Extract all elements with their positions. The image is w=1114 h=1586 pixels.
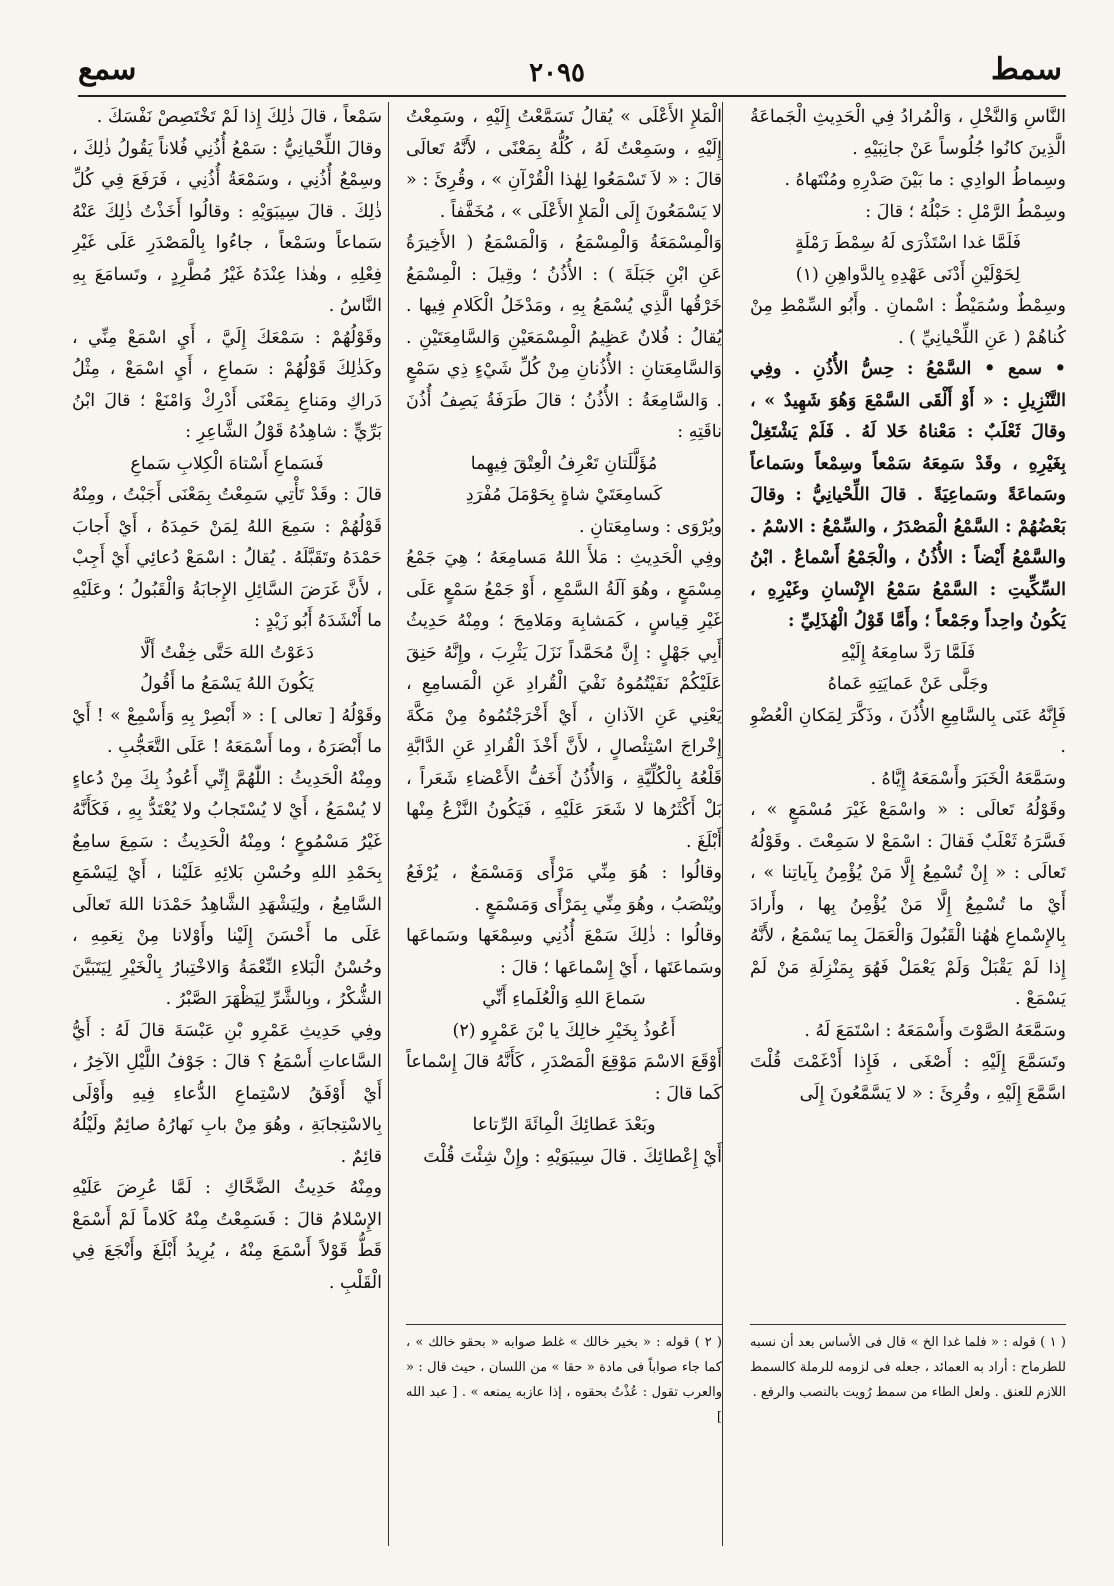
verse-line: فَلَمَّا غدا اسْتَذْرَى لَهُ سِمْطَ رَمْلَةٍ xyxy=(795,233,1021,253)
paragraph: وسِمْطُ الرَّمْلِ : حَبْلُهُ ؛ قالَ : xyxy=(865,201,1066,222)
paragraph: أَوْقَعَ الاسْمَ مَوْقِعَ الْمَصْدَرِ ، كَأَنَّهُ قالَ إِسْماعاً كَما قالَ : xyxy=(406,1052,722,1104)
paragraph: ومِنْهُ الْحَدِيثُ : اللّٰهُمَّ إِنِّي أَعُوذُ بِكَ مِنْ دُعاءٍ لا يُسْمَعُ ، أَيْ لا يُسْتَجابُ ولا يُعْتَدُّ بِهِ ، فَكَأَنَّهُ غَيْرُ مَسْمُوعٍ ؛ ومِنْهُ الْحَدِيثُ : سَمِعَ سامِعٌ بِحَمْدِ اللهِ وحُسْنِ بَلائِهِ عَلَيْنا ، أَيْ لِيَسْمَعِ السَّامِعُ ، ولِيَشْهَدِ الشَّاهِدُ حَمْدَنا اللهَ تَعالَى عَلَى ما أَحْسَنَ إِلَيْنا وأَوْلانا مِنْ نِعَمِهِ ، وحُسْنُ الْبَلاءِ النِّعْمَةُ وَالاخْتِبارُ بِالْخَيْرِ لِيَتَبَيَّنَ الشُّكْرُ ، وبِالشَّرِّ لِيَظْهَرَ الصَّبْرُ . xyxy=(72,768,382,1009)
verse-line: سَماعَ اللهِ وَالْعُلَماءِ أَنِّي xyxy=(482,989,646,1009)
verse-line: فَسَماعِ أَسْتاهَ الْكِلابِ سَماعِ xyxy=(130,453,324,474)
paragraph: وسَمَّعَهُ الْخَبَرَ وأَسْمَعَهُ إِيَّاهُ . xyxy=(870,768,1066,789)
footnote-rule xyxy=(750,1324,1066,1325)
paragraph: وَالْمِسْمَعَةُ وَالْمِسْمَعُ ، وَالْمَسْمَعُ ( الأَخِيرَةُ عَنِ ابْنِ جَبَلَةَ ) : الأُذُنُ ؛ وقِيلَ : الْمِسْمَعُ خَرْقُها الَّذِي يُسْمَعُ بِهِ ، ومَدْخَلُ الْكَلامِ فِيها . يُقالُ : فُلانٌ عَظِيمُ الْمِسْمَعَيْنِ وَالسَّامِعَتَيْنِ . وَالسَّامِعَتانِ : الأُذُنانِ مِنْ كُلِّ شَيْءٍ ذِي سَمْعٍ . وَالسَّامِعَةُ : الأُذُنُ ؛ قالَ طَرَفَةُ يَصِفُ أُذُنَ ناقَتِهِ : xyxy=(406,233,722,442)
paragraph: وقَوْلُهُ [ تعالى ] : « أَبْصِرْ بِهِ وَأَسْمِعْ » ! أَيْ ما أَبْصَرَهُ ، وما أَسْمَعَهُ ! عَلَى التَّعَجُّبِ . xyxy=(72,705,382,757)
verse-line: وجَلَّى عَنْ عَمايَتِهِ عَماهُ xyxy=(827,674,989,694)
column-separator xyxy=(388,102,389,1546)
verse-line: وبَعْدَ عَطائِكَ الْمِائَةَ الرِّتاعا xyxy=(472,1115,656,1135)
verse-line: كَسامِعَتَيْ شاةٍ بِحَوْمَلَ مُفْرَدِ xyxy=(465,485,663,505)
footnote-2: ( ٢ ) قوله : « بخير خالك » غلط صوابه « بحقو خالك » ، كما جاء صواباً فى مادة « حقا » من اللسان ، حيث قال : « والعرب تقول : عُذْتُ بحقوه ، إذا عازبه يمنعه » . [ عبد الله ] xyxy=(406,1335,722,1425)
paragraph: وسِمْطٌ وسُمَيْطٌ : اسْمانِ . وأَبُو السِّمْطِ مِنْ كُناهُمْ ( عَنِ اللِّحْيانِيِّ ) . xyxy=(750,296,1066,348)
verse-line: فَلَمَّا رَدَّ سامِعَهُ إِلَيْهِ xyxy=(840,642,976,663)
paragraph: ويُرْوَى : وسامِعَتانِ . xyxy=(579,516,722,537)
header-left-word: سمع xyxy=(78,52,137,87)
paragraph: فَإِنَّهُ عَنَى بِالسَّامِعِ الأُذُنَ ، وذَكَّرَ لِمَكانِ الْعُضْوِ . xyxy=(750,705,1066,757)
entry-paragraph: • سمع • السَّمْعُ : حِسُّ الأُذُنِ . وفِي التَّنْزِيلِ : « أَوْ أَلْقَى السَّمْعَ وَهُوَ شَهِيدٌ » ، وقالَ ثَعْلَبٌ : مَعْناهُ خَلا لَهُ . فَلَمْ يَشْتَغِلْ بِغَيْرِهِ ، وقَدْ سَمِعَهُ سَمْعاً وسِمْعاً وسَماعاً وسَماعَةً وسَماعِيَةً . قالَ اللِّحْيانِيُّ : وقالَ بَعْضُهُمْ : السَّمْعُ الْمَصْدَرُ ، والسِّمْعُ : الاسْمُ . والسَّمْعُ أَيْضاً : الأُذُنُ ، والْجَمْعُ أَسْماعٌ . ابْنُ السِّكِّيتِ : السَّمْعُ سَمْعُ الإِنْسانِ وغَيْرِهِ ، يَكُونُ واحِداً وجَمْعاً ؛ وأَمَّا قَوْلُ الْهُذَلِيِّ : xyxy=(750,359,1066,631)
verse-line: لِحَوْلَيْنِ أَدْنَى عَهْدِهِ بِالدَّواهِنِ (١) xyxy=(795,264,1021,285)
paragraph: وقالَ اللِّحْيانِيُّ : سَمْعُ أُذُنِي فُلاناً يَقُولُ ذٰلِكَ ، وسِمْعُ أُذُنِي ، وسَمْعَةُ أُذُنِي ، فَرَفَعَ فِي كُلِّ ذٰلِكَ . قالَ سِيبَوَيْهِ : وقالُوا أَخَذْتُ ذٰلِكَ عَنْهُ سَماعاً وسَمْعاً ، جاءُوا بِالْمَصْدَرِ عَلَى غَيْرِ فِعْلِهِ ، وهٰذا عِنْدَهُ غَيْرُ مُطَّرِدٍ ، وتَسامَعَ بِهِ النَّاسُ . xyxy=(72,138,382,316)
paragraph: وفِي حَدِيثِ عَمْرِو بْنِ عَبْسَةَ قالَ لَهُ : أَيُّ السَّاعاتِ أَسْمَعُ ؟ قالَ : جَوْفُ اللَّيْلِ الآخِرُ ، أَيْ أَوْفَقُ لاسْتِماعِ الدُّعاءِ فِيهِ وأَوْلَى بِالاسْتِجابَةِ ، وهُوَ مِنْ بابِ نَهارُهُ صائِمٌ ولَيْلُهُ قائِمٌ . xyxy=(72,1020,382,1167)
paragraph: سَمْعاً ، قالَ ذٰلِكَ إِذا لَمْ تَخْتَصِصْ نَفْسَكَ . xyxy=(96,107,382,127)
header-right-word: سمط xyxy=(991,52,1062,87)
column-left xyxy=(72,102,382,1546)
paragraph: وسِماطُ الوادِي : ما بَيْنَ صَدْرِهِ ومُنْتَهاهُ . xyxy=(784,170,1066,190)
column-separator xyxy=(722,102,723,1546)
paragraph: وتَسَمَّعَ إِلَيْهِ : أَصْغَى ، فَإِذا أَدْغَمْتَ قُلْتَ اسَّمَّعَ إِلَيْهِ ، وقُرِئَ : « لا يَسَّمَّعُونَ إِلَى xyxy=(750,1052,1066,1104)
verse-line: دَعَوْتُ اللهَ حَتَّى خِفْتُ أَلَّا xyxy=(140,642,314,663)
verse-line: مُؤَلَّلَتانِ تَعْرِفُ الْعِتْقَ فِيهِما xyxy=(470,453,658,474)
header-rule xyxy=(78,95,1066,97)
paragraph: ومِنْهُ حَدِيثُ الضَّحَّاكِ : لَمَّا عُرِضَ عَلَيْهِ الإِسْلامُ قالَ : فَسَمِعْتُ مِنْهُ كَلاماً لَمْ أَسْمَعْ قَطُّ قَوْلاً أَسْمَعَ مِنْهُ ، يُرِيدُ أَبْلَغَ وأَنْجَعَ فِي الْقَلْبِ . xyxy=(72,1178,382,1293)
footnote-1: ( ١ ) قوله : « فلما غدا الخ » قال فى الأساس بعد أن نسبه للطرماح : أراد به العمائد ، جعله فى لزومه للرملة كالسمط اللازم للعنق . ولعل الطاء من سمط رُويت بالنصب والرفع . xyxy=(750,1335,1066,1400)
verse-line: يَكُونَ اللهُ يَسْمَعُ ما أَقُولُ xyxy=(140,674,314,694)
paragraph: وفِي الْحَدِيثِ : مَلأَ اللهُ مَسامِعَهُ ؛ هِيَ جَمْعُ مِسْمَعٍ ، وهُوَ آلَةُ السَّمْعِ ، أَوْ جَمْعُ سَمْعٍ عَلَى غَيْرِ قِياسٍ ، كَمَشابِهَ ومَلامِحَ ؛ ومِنْهُ حَدِيثُ أَبِي جَهْلٍ : إِنَّ مُحَمَّداً نَزَلَ يَثْرِبَ ، وإِنَّهُ حَنِقَ عَلَيْكُمْ نَفَيْتُمُوهُ نَفْيَ الْقُرادِ عَنِ الْمَسامِعِ ، يَعْنِي عَنِ الآذانِ ، أَيْ أَخْرَجْتُمُوهُ مِنْ مَكَّةَ إِخْراجَ اسْتِئْصالٍ ، لأَنَّ أَخْذَ الْقُرادِ عَنِ الدَّابَّةِ قَلْعُهُ بِالْكُلِّيَّةِ ، وَالأُذُنُ أَخَفُّ الأَعْضاءِ شَعَراً ، بَلْ أَكْثَرُها لا شَعَرَ عَلَيْهِ ، فَيَكُونُ النَّزْعُ مِنْها أَبْلَغَ . xyxy=(406,548,722,852)
paragraph: وقالُوا : ذٰلِكَ سَمْعَ أُذُنِي وسِمْعَها وسَماعَها وسَماعَتَها ، أَيْ إِسْماعَها ؛ قالَ : xyxy=(406,926,722,978)
paragraph: وسَمَّعَهُ الصَّوْتَ وأَسْمَعَهُ : اسْتَمَعَ لَهُ . xyxy=(804,1020,1066,1041)
footnote-rule xyxy=(406,1324,722,1325)
verse-line: أَعُوذُ بِخَيْرِ خالِكَ يا بْنَ عَمْرٍو (٢) xyxy=(452,1020,676,1041)
paragraph: النَّاسِ وَالنَّخْلِ ، وَالْمُرادُ فِي الْحَدِيثِ الْجَماعَةُ الَّذِينَ كانُوا جُلُوساً عَنْ جانِبَيْهِ . xyxy=(750,107,1066,159)
page-number: ٢٠٩٥ xyxy=(529,58,585,88)
paragraph: وقالُوا : هُوَ مِنِّي مَرْأًى وَمَسْمَعٌ ، يُرْفَعُ ويُنْصَبُ ، وهُوَ مِنِّي بِمَرْأًى وَمَسْمَعٍ . xyxy=(406,863,722,915)
paragraph: الْمَلإِ الأَعْلَى » يُقالُ تَسَمَّعْتُ إِلَيْهِ ، وسَمِعْتُ إِلَيْهِ ، وسَمِعْتُ لَهُ ، كُلُّهُ بِمَعْنًى ، لأَنَّهُ تَعالَى قالَ : « لاَ تَسْمَعُوا لِهٰذا الْقُرْآنِ » ، وقُرِئَ : « لا يَسْمَعُونَ إِلَى الْمَلإِ الأَعْلَى » ، مُخَفَّفاً . xyxy=(406,107,722,222)
paragraph: وقَوْلُهُ تَعالَى : « واسْمَعْ غَيْرَ مُسْمَعٍ » ، فَسَّرَهُ ثَعْلَبٌ فَقالَ : اسْمَعْ لا سَمِعْتَ . وقَوْلُهُ تَعالَى : « إِنْ تُسْمِعُ إِلَّا مَنْ يُؤْمِنُ بِآياتِنا » ، أَيْ ما تُسْمِعُ إِلَّا مَنْ يُؤْمِنُ بِها ، وأَرادَ بِالإِسْماعِ هٰهُنا الْقَبُولَ وَالْعَمَلَ بِما يَسْمَعُ ، لأَنَّهُ إِذا لَمْ يَقْبَلْ وَلَمْ يَعْمَلْ فَهُوَ بِمَنْزِلَةِ مَنْ لَمْ يَسْمَعْ . xyxy=(750,800,1066,1009)
paragraph: وقَوْلُهُمْ : سَمْعَكَ إِلَيَّ ، أَيِ اسْمَعْ مِنِّي ، وكَذٰلِكَ قَوْلُهُمْ : سَماعِ ، أَيِ اسْمَعْ ، مِثْلُ دَراكِ ومَناعِ بِمَعْنَى أَدْرِكْ وَامْنَعْ ؛ قالَ ابْنُ بَرِّيٍّ : شاهِدُهُ قَوْلُ الشَّاعِرِ : xyxy=(72,327,382,442)
paragraph: قالَ : وقَدْ تَأْتِي سَمِعْتُ بِمَعْنَى أَجَبْتُ ، ومِنْهُ قَوْلُهُمْ : سَمِعَ اللهُ لِمَنْ حَمِدَهُ ، أَيْ أَجابَ حَمْدَهُ وتَقَبَّلَهُ . يُقالُ : اسْمَعْ دُعائِي أَيْ أَجِبْ ، لأَنَّ غَرَضَ السَّائِلِ الإِجابَةُ وَالْقَبُولُ ؛ وعَلَيْهِ ما أَنْشَدَهُ أَبُو زَيْدٍ : xyxy=(72,485,382,631)
paragraph: أَيْ إِعْطائِكَ . قالَ سِيبَوَيْهِ : وإِنْ شِئْتَ قُلْتَ xyxy=(423,1146,722,1167)
